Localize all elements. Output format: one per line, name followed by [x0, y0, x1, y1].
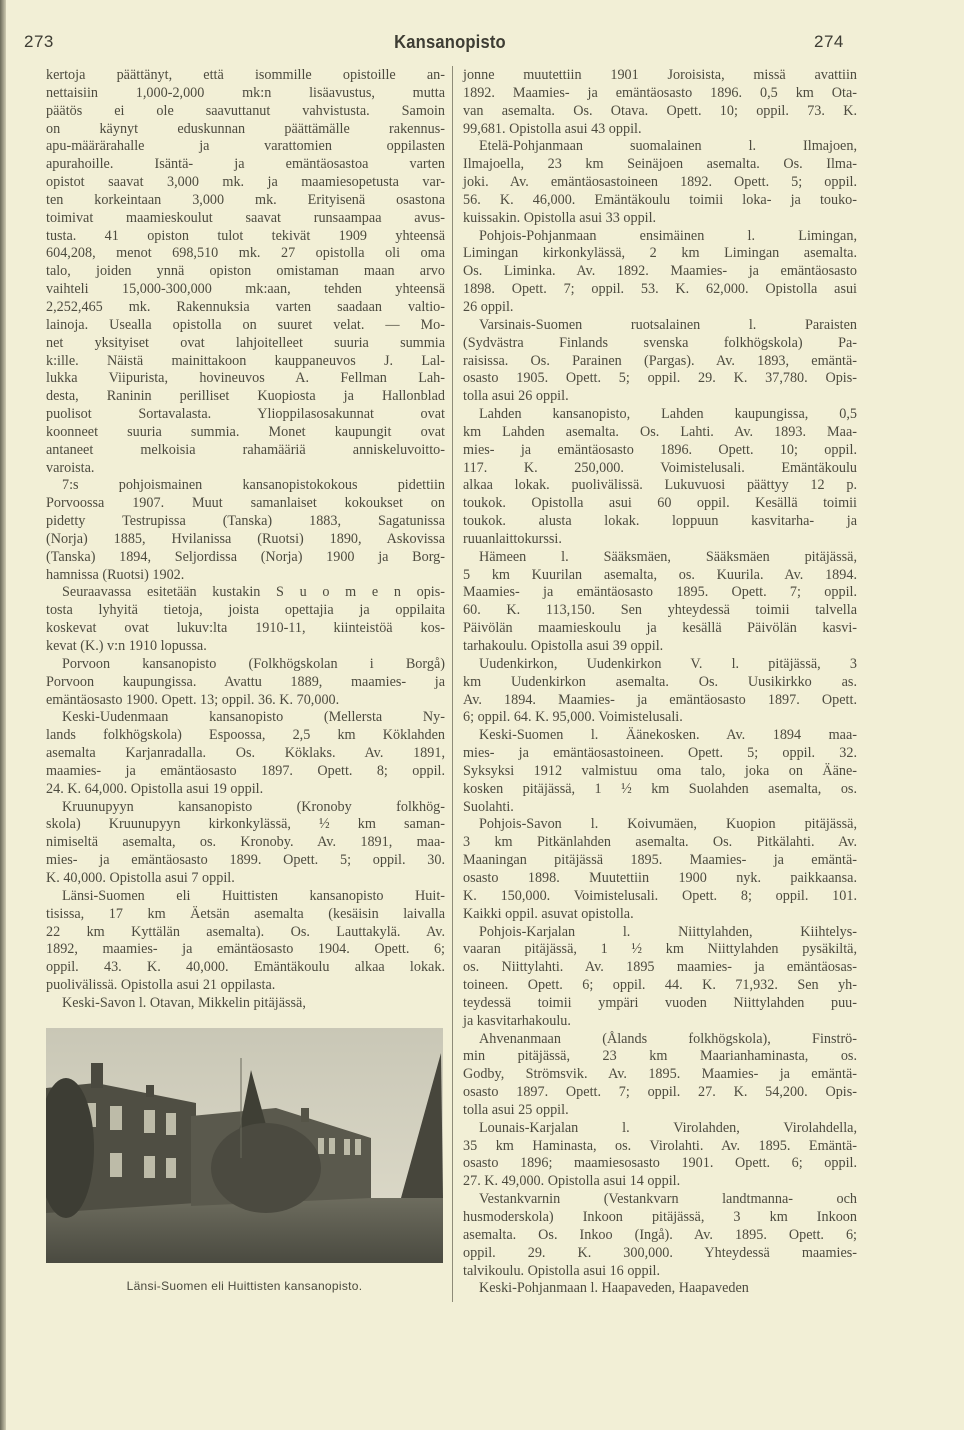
text-line: 22 km Kyttälän asemalta). Os. Lauttakylä. Av. [46, 923, 445, 940]
text-line: Kaikki oppil. asuvat opistolla. [463, 905, 634, 922]
text-line: tolla asui 25 oppil. [463, 1101, 569, 1118]
text-line: Suolahti. [463, 798, 514, 815]
text-line: 5 km Kuurilan asemalta, os. Kuurila. Av. 1894. [463, 566, 857, 583]
text-line: on käynyt eduskunnan päättämälle rakennus- [46, 120, 445, 137]
scan-edge [0, 0, 6, 1430]
paragraph [463, 816, 857, 923]
text-line: 1892, maamies- ja emäntäosasto 1904. Opett. 6; [46, 941, 445, 958]
text-line: 56. K. 46,000. Emäntäkoulu toimii loka- ja touko- [463, 191, 857, 208]
paragraph [46, 799, 445, 888]
paragraph [46, 709, 445, 798]
text-line: Av. 1894. Maamies- ja emäntäosasto 1897. Opett. [463, 691, 857, 708]
paragraph [46, 67, 445, 477]
text-line: Seuraavassa esitetään kustakin S u o m e n opis- [62, 584, 445, 601]
text-line: antaneet melkoisia rahamääriä anniskeluvoitto- [46, 441, 445, 458]
text-line: Keski-Uudenmaan kansanopisto (Mellersta Ny- [62, 709, 445, 726]
text-line: Syksyksi 1912 valmistuu oma talo, joka on Ääne- [463, 762, 857, 779]
text-line: nettaisiin 1,000-2,000 mk:n lisäavustus, mutta [46, 84, 445, 101]
left-page-number: 273 [24, 32, 54, 51]
paragraph [463, 924, 857, 1031]
text-line: 7:s pohjoismainen kansanopistokokous pidettiin [62, 477, 445, 494]
text-line: Kruunupyyn kansanopisto (Kronoby folkhög- [62, 798, 445, 815]
paragraph [463, 1031, 857, 1120]
text-line: min pitäjässä, 23 km Maarianhaminasta, os. [463, 1048, 857, 1065]
text-line: koonneet suuria summia. Monet kaupungit ovat [46, 423, 445, 440]
text-line: Keski-Pohjanmaan l. Haapaveden, Haapaveden [479, 1280, 749, 1297]
text-line: Ilmajoella, 23 km Seinäjoen asemalta. Os. Ilma- [463, 156, 857, 173]
text-line: tisissa, 17 km Äetsän asemalta (kesäisin laivalla [46, 905, 445, 922]
text-line: Os. Liminka. Av. 1892. Maamies- ja emäntäosasto [463, 263, 857, 280]
text-line: Hämeen l. Sääksmäen, Sääksmäen pitäjässä, [479, 548, 857, 565]
paragraph [463, 138, 857, 227]
paragraph [46, 888, 445, 995]
text-line: 1892. Maamies- ja emäntäosasto 1896. 0,5 km Ota- [463, 84, 857, 101]
right-column [463, 67, 857, 1298]
text-line: van asemalta. Os. Otava. Opett. 10; oppil. 73. K. [463, 102, 857, 119]
text-line: desta, Raninin perilliset Kuopiosta ja Hallonblad [46, 388, 445, 405]
column-divider [452, 66, 453, 1302]
text-line: vaihteli 15,000-300,000 mk:aan, tehden yhteensä [46, 281, 445, 298]
paragraph [463, 1280, 857, 1298]
text-line: osasto 1898. Muutettiin 1900 nyk. paikkaansa. [463, 869, 857, 886]
paragraph [463, 228, 857, 317]
text-line: tusta. 41 opiston tulot tekivät 1909 yhteensä [46, 227, 445, 244]
text-line: K. 40,000. Opistolla asui 7 oppil. [46, 869, 235, 886]
text-line: emäntäosasto 1900. Opett. 13; oppil. 36. K. 70,000. [46, 691, 340, 708]
text-line: lukka Viipurista, hovineuvos A. Fellman Lah- [46, 370, 445, 387]
paragraph [463, 656, 857, 727]
text-line: talo, joiden ynnä opiston omistaman maan arvo [46, 263, 445, 280]
text-line: tolla asui 26 oppil. [463, 388, 569, 405]
text-line: 27. K. 49,000. Opistolla asui 14 oppil. [463, 1173, 681, 1190]
text-line: Länsi-Suomen eli Huittisten kansanopisto Huit- [62, 887, 445, 904]
text-line: oppil. 29. K. 300,000. Yhteydessä maamies- [463, 1244, 857, 1261]
text-line: Lounais-Karjalan l. Virolahden, Virolahdella, [479, 1119, 857, 1136]
text-line: Keski-Suomen l. Äänekosken. Av. 1894 maa- [479, 727, 857, 744]
text-line: Limingan kirkonkylässä, 2 km Limingan asemalta. [463, 245, 857, 262]
text-line: 24. K. 64,000. Opistolla asui 19 oppil. [46, 780, 264, 797]
text-line: 6; oppil. 64. K. 95,000. Voimistelusali. [463, 709, 683, 726]
paragraph [463, 727, 857, 816]
text-line: varoista. [46, 459, 95, 476]
left-column [46, 67, 445, 1013]
text-line: pidetty Testrupissa (Tanska) 1883, Sagatunissa [46, 513, 445, 530]
text-line: 26 oppil. [463, 298, 514, 315]
text-line: Maamies- ja emäntäosasto 1895. Opett. 7; oppil. [463, 584, 857, 601]
school-building-photo [46, 1028, 443, 1263]
text-line: asemalta. Os. Inkoo (Ingå). Av. 1895. Opett. 6; [463, 1226, 857, 1243]
text-line: Keski-Savon l. Otavan, Mikkelin pitäjässä, [62, 994, 306, 1011]
text-line: Ahvenanmaan (Ålands folkhögskola), Finströ- [479, 1030, 857, 1047]
text-line: teydessä toimii ympäri vuoden Niittylahden puu- [463, 994, 857, 1011]
paragraph [463, 1120, 857, 1191]
text-line: Maaningan pitäjässä 1895. Maamies- ja emäntä- [463, 852, 857, 869]
text-line: Uudenkirkon, Uudenkirkon V. l. pitäjässä, 3 [479, 655, 857, 672]
text-line: osasto 1905. Opett. 5; oppil. 29. K. 37,780. Opis- [463, 370, 857, 387]
text-line: koskevat ovat lukuv:lta 1910-11, kiinteistöä kos- [46, 620, 445, 637]
text-line: maamies- ja emäntäosasto 1897. Opett. 8; oppil. [46, 762, 445, 779]
text-line: vaaran pitäjässä, 1 ½ km Niittylahden pysäkiltä, [463, 941, 857, 958]
text-line: talvikoulu. Opistolla asui 16 oppil. [463, 1262, 661, 1279]
text-line: K. 150,000. Voimistelusali. Opett. 8; oppil. 101. [463, 887, 857, 904]
running-title: Kansanopisto [394, 32, 506, 52]
text-line: Vestankvarnin (Vestankvarn landtmanna- och [479, 1191, 857, 1208]
text-line: kevat (K.) v:n 1910 lopussa. [46, 638, 207, 654]
text-line: lainoja. Usealla opistolla on suuret velat. — Mo- [46, 316, 445, 333]
paragraph [463, 1191, 857, 1280]
text-line: 99,681. Opistolla asui 43 oppil. [463, 120, 642, 137]
text-line: Porvoon kansanopisto (Folkhögskolan i Borgå) [62, 655, 445, 672]
text-line: Porvoon kaupungissa. Avattu 1889, maamies- ja [46, 673, 445, 690]
text-line: Pohjois-Karjalan l. Niittylahden, Kiihtelys- [479, 923, 857, 940]
text-line: päätös ei ole saavuttanut vahvistusta. Samoin [46, 102, 445, 119]
photo-caption: Länsi-Suomen eli Huittisten kansanopisto. [126, 1279, 363, 1293]
text-line: puolivälissä. Opistolla asui 21 oppilasta. [46, 977, 276, 994]
text-line: 3 km Pitkänlahden asemalta. Os. Pitkälahti. Av. [463, 834, 857, 851]
text-line: (Tanska) 1894, Seljordissa (Norja) 1900 ja Borg- [46, 548, 445, 565]
text-line: Pohjois-Savon l. Koivumäen, Kuopion pitäjässä, [479, 816, 857, 833]
text-line: (Sydvästra Finlands svenska folkhögskola) Pa- [463, 334, 857, 351]
paragraph [46, 995, 445, 1013]
text-line: mies- ja emäntäosasto 1899. Opett. 5; oppil. 30. [46, 852, 445, 869]
text-line: jonne muutettiin 1901 Joroisista, missä avattiin [463, 67, 857, 83]
text-line: 35 km Haminasta, os. Virolahti. Av. 1895. Emäntä- [463, 1137, 857, 1154]
paragraph [46, 477, 445, 584]
paragraph [463, 406, 857, 549]
text-line: Porvoossa 1907. Muut samanlaiset kokoukset on [46, 495, 445, 512]
text-line: Etelä-Pohjanmaan suomalainen l. Ilmajoen, [479, 138, 857, 155]
text-line: hamnissa (Ruotsi) 1902. [46, 566, 185, 583]
text-line: skola) Kruunupyyn kirkonkylässä, ½ km saman- [46, 816, 445, 833]
text-line: husmoderskola) Inkoon pitäjässä, 3 km Inkoon [463, 1209, 857, 1225]
text-line: km Lahden asemalta. Os. Lahti. Av. 1893. Maa- [463, 423, 857, 440]
paragraph [46, 584, 445, 655]
text-line: 604,208, menot 698,510 mk. 27 opistolla oli oma [46, 245, 445, 262]
text-line: alkaa lokak. puolivälissä. Lukuvuosi päättyy 12 p. [463, 477, 857, 494]
text-line: puolisot Sortavalasta. Ylioppilasosakunnat ovat [46, 406, 445, 423]
text-line: k:ille. Näistä mainittakoon kauppaneuvos J. Lal- [46, 352, 445, 369]
text-line: 117. K. 250,000. Voimistelusali. Emäntäkoulu [463, 459, 857, 476]
text-line: net yksityiset ovat lahjoitelleet suuria summia [46, 334, 445, 351]
text-line: Lahden kansanopisto, Lahden kaupungissa, 0,5 [479, 406, 857, 423]
text-line: km Uudenkirkon asemalta. Os. Uusikirkko as. [463, 673, 857, 690]
text-line: 2,252,465 mk. Rakennuksia varten saadaan valtio- [46, 298, 445, 315]
text-line: kertoja päättänyt, että isommille opistoille an- [46, 67, 445, 83]
text-line: kosken pitäjässä, 1 ½ km Suolahden asemalta, os. [463, 780, 857, 797]
text-line: toineen. Opett. 6; oppil. 44. K. 71,932. Sen yh- [463, 977, 857, 994]
text-line: (Norja) 1885, Hvilanissa (Ruotsi) 1890, Askovissa [46, 530, 445, 547]
text-line: 60. K. 113,150. Sen yhteydessä toimii talvella [463, 602, 857, 619]
text-line: Varsinais-Suomen ruotsalainen l. Paraisten [479, 316, 857, 333]
text-line: Päivölän maamieskoulu ja kesällä Päivölän kasvi- [463, 620, 857, 637]
text-line: lands folkhögskola) Espoossa, 2,5 km Köklahden [46, 727, 445, 744]
text-line: apurahoille. Isäntä- ja emäntäosastoa varten [46, 156, 445, 173]
paragraph [46, 656, 445, 710]
text-line: joki. Av. emäntäosastoineen 1892. Opett. 5; oppil. [463, 174, 857, 191]
text-line: apu-määrärahalle ja varattomien oppilasten [46, 138, 445, 155]
text-line: asemalta Karjanradalla. Os. Köklaks. Av. 1891, [46, 745, 445, 762]
text-line: kuissakin. Opistolla asui 33 oppil. [463, 209, 657, 226]
text-line: mies- ja emäntäosastoineen. Opett. 5; oppil. 32. [463, 745, 857, 762]
text-line: toukok. alusta lokak. loppuun kasvitarha- ja [463, 513, 857, 530]
text-line: toimivat maamieskoulut saavat runsaampaa avus- [46, 209, 445, 226]
text-line: ten korkeintaan 3,000 mk. Erityisenä osastona [46, 191, 445, 208]
text-line: toukok. Opistolla asui 60 oppil. Kesällä toimii [463, 495, 857, 512]
text-line: osasto 1897. Opett. 7; oppil. 27. K. 54,200. Opis- [463, 1084, 857, 1101]
text-line: 1898. Opett. 7; oppil. 53. K. 62,000. Opistolla asui [463, 281, 857, 298]
text-line: raisissa. Os. Parainen (Pargas). Av. 1893, emäntä- [463, 352, 857, 369]
paragraph [463, 317, 857, 406]
text-line: oppil. 43. K. 40,000. Emäntäkoulu alkaa lokak. [46, 959, 445, 976]
text-line: opistot saavat 3,000 mk. ja maamiesopetusta var- [46, 174, 445, 191]
paragraph [463, 549, 857, 656]
text-line: tarhakoulu. Opistolla asui 39 oppil. [463, 638, 664, 654]
right-page-number: 274 [814, 32, 844, 51]
paragraph [463, 67, 857, 138]
text-line: mies- ja emäntäosasto 1896. Opett. 10; oppil. [463, 441, 857, 458]
text-line: tosta lyhyitä tietoja, joista opettajia ja oppilaita [46, 602, 445, 619]
text-line: osasto 1896; maamiesosasto 1901. Opett. 6; oppil. [463, 1155, 857, 1172]
text-line: Pohjois-Pohjanmaan ensimäinen l. Limingan, [479, 227, 857, 244]
text-line: os. Niittylahti. Av. 1895 maamies- ja emäntäosas- [463, 959, 857, 976]
text-line: Godby, Strömsvik. Av. 1895. Maamies- ja emäntä- [463, 1066, 857, 1083]
text-line: ruuanlaittokurssi. [463, 530, 562, 547]
text-line: ja kasvitarhakoulu. [463, 1012, 571, 1029]
text-line: nimiseltä asemalta, os. Kronoby. Av. 1891, maa- [46, 834, 445, 851]
